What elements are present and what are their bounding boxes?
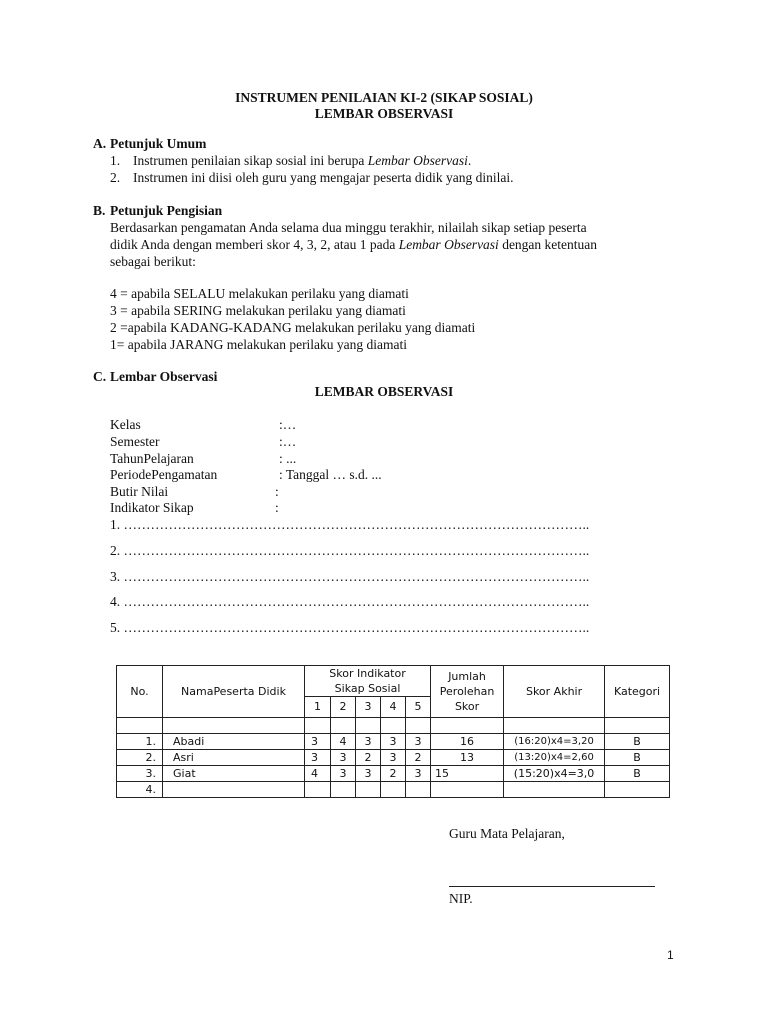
header-name: NamaPeserta Didik — [163, 666, 305, 718]
row-total: 16 — [431, 734, 504, 750]
score-rule-2: 2 =apabila KADANG-KADANG melakukan perilaku yang diamati — [110, 320, 476, 335]
section-c-heading: Lembar Observasi — [110, 369, 218, 384]
table-row — [117, 782, 670, 798]
indicator-line-3: 3. ………………………………………………………………………………………….. — [110, 569, 590, 584]
signature-line — [449, 886, 655, 887]
field-value-semester: :… — [279, 434, 297, 449]
field-label-periode: PeriodePengamatan — [110, 467, 218, 482]
header-indicator — [305, 666, 431, 697]
header-total-line-1: Jumlah — [448, 670, 486, 683]
indicator-line-1: 1. ………………………………………………………………………………………….. — [110, 517, 590, 532]
row-final: (15:20)x4=3,0 — [504, 766, 605, 782]
table-row — [117, 734, 670, 750]
score-rule-1: 1= apabila JARANG melakukan perilaku yang diamati — [110, 337, 408, 352]
spacer-cell — [305, 718, 331, 734]
spacer-cell — [381, 718, 406, 734]
section-b-paragraph-line-3: sebagai berikut: — [110, 254, 196, 269]
subheader-5: 5 — [406, 697, 431, 718]
field-value-indikator: : — [275, 500, 279, 515]
indicator-line-5: 5. ………………………………………………………………………………………….. — [110, 620, 590, 635]
item-emphasis: Lembar Observasi — [367, 153, 468, 168]
spacer-cell — [163, 718, 305, 734]
subheader-1: 1 — [305, 697, 331, 718]
section-b-paragraph-line-2 — [110, 237, 597, 253]
row-score-1: 3 — [305, 734, 331, 750]
section-c-label: C. — [93, 369, 107, 384]
section-b-heading: Petunjuk Pengisian — [110, 203, 223, 218]
table-row — [117, 750, 670, 766]
row-score-1: 4 — [305, 766, 331, 782]
row-category: B — [605, 734, 670, 750]
item-text: Instrumen penilaian sikap sosial ini berupa — [133, 153, 368, 168]
spacer-cell — [504, 718, 605, 734]
header-total-line-3: Skor — [454, 700, 480, 713]
signature-nip: NIP. — [449, 891, 473, 906]
row-score-4 — [381, 782, 406, 798]
row-total — [431, 782, 504, 798]
subheader-4: 4 — [381, 697, 406, 718]
spacer-cell — [431, 718, 504, 734]
row-no: 4. — [117, 782, 163, 798]
section-a-item-2: Instrumen ini diisi oleh guru yang mengajar peserta didik yang dinilai. — [133, 170, 514, 185]
document-subtitle: LEMBAR OBSERVASI — [314, 106, 454, 121]
field-label-indikator: Indikator Sikap — [110, 500, 194, 515]
row-score-5: 2 — [406, 750, 431, 766]
row-score-5 — [406, 782, 431, 798]
row-no: 3. — [117, 766, 163, 782]
indicator-line-2: 2. ………………………………………………………………………………………….. — [110, 543, 590, 558]
row-score-3 — [356, 782, 381, 798]
field-label-butir: Butir Nilai — [110, 484, 169, 499]
row-score-2 — [331, 782, 356, 798]
indicator-line-4: 4. ………………………………………………………………………………………….. — [110, 594, 590, 609]
field-label-tahun: TahunPelajaran — [110, 451, 194, 466]
section-a-item-1 — [133, 153, 471, 169]
signature-role: Guru Mata Pelajaran, — [449, 826, 565, 841]
header-category: Kategori — [605, 666, 670, 718]
row-score-4: 3 — [381, 734, 406, 750]
header-total — [431, 666, 504, 718]
table-spacer-row — [117, 718, 670, 734]
spacer-cell — [331, 718, 356, 734]
section-a-item-2-num: 2. — [110, 170, 121, 185]
header-indicator-line-1: Skor Indikator — [329, 667, 406, 680]
row-score-2: 3 — [331, 766, 356, 782]
spacer-cell — [605, 718, 670, 734]
score-rule-4: 4 = apabila SELALU melakukan perilaku yang diamati — [110, 286, 409, 301]
row-final — [504, 782, 605, 798]
row-score-3: 2 — [356, 750, 381, 766]
section-b-paragraph-line-1: Berdasarkan pengamatan Anda selama dua minggu terakhir, nilailah sikap setiap peserta — [110, 220, 587, 235]
row-score-1 — [305, 782, 331, 798]
field-value-butir: : — [275, 484, 279, 499]
row-score-1: 3 — [305, 750, 331, 766]
row-category — [605, 782, 670, 798]
field-label-semester: Semester — [110, 434, 160, 449]
section-a-heading: Petunjuk Umum — [110, 136, 207, 151]
observation-table — [116, 665, 670, 798]
section-b-label: B. — [93, 203, 106, 218]
page-number: 1 — [667, 948, 674, 962]
row-final: (16:20)x4=3,20 — [504, 734, 605, 750]
row-category: B — [605, 750, 670, 766]
row-total: 13 — [431, 750, 504, 766]
row-name: Asri — [163, 750, 305, 766]
row-name: Abadi — [163, 734, 305, 750]
row-score-3: 3 — [356, 766, 381, 782]
row-score-4: 2 — [381, 766, 406, 782]
spacer-cell — [406, 718, 431, 734]
item-end: . — [467, 153, 472, 168]
section-a-item-1-num: 1. — [110, 153, 121, 168]
para-text-end: dengan ketentuan — [498, 237, 598, 252]
spacer-cell — [117, 718, 163, 734]
document-title: INSTRUMEN PENILAIAN KI-2 (SIKAP SOSIAL) — [235, 90, 533, 105]
header-total-line-2: Perolehan — [439, 685, 495, 698]
row-no: 1. — [117, 734, 163, 750]
header-indicator-line-2: Sikap Sosial — [334, 682, 401, 695]
spacer-cell — [356, 718, 381, 734]
header-no: No. — [117, 666, 163, 718]
row-no: 2. — [117, 750, 163, 766]
para-emphasis: Lembar Observasi — [398, 237, 499, 252]
para-text: didik Anda dengan memberi skor 4, 3, 2, atau 1 pada — [110, 237, 399, 252]
row-name — [163, 782, 305, 798]
row-score-4: 3 — [381, 750, 406, 766]
field-label-kelas: Kelas — [110, 417, 141, 432]
row-score-2: 4 — [331, 734, 356, 750]
row-category: B — [605, 766, 670, 782]
field-value-tahun: : ... — [279, 451, 297, 466]
field-value-periode: : Tanggal … s.d. ... — [279, 467, 382, 482]
header-final: Skor Akhir — [504, 666, 605, 718]
row-name: Giat — [163, 766, 305, 782]
section-a-label: A. — [93, 136, 107, 151]
table-header-row — [117, 666, 670, 697]
subheader-3: 3 — [356, 697, 381, 718]
form-title: LEMBAR OBSERVASI — [314, 384, 454, 399]
table-row — [117, 766, 670, 782]
score-rule-3: 3 = apabila SERING melakukan perilaku yang diamati — [110, 303, 406, 318]
row-score-2: 3 — [331, 750, 356, 766]
row-final: (13:20)x4=2,60 — [504, 750, 605, 766]
row-score-3: 3 — [356, 734, 381, 750]
row-total: 15 — [431, 766, 504, 782]
field-value-kelas: :… — [279, 417, 297, 432]
row-score-5: 3 — [406, 766, 431, 782]
subheader-2: 2 — [331, 697, 356, 718]
row-score-5: 3 — [406, 734, 431, 750]
